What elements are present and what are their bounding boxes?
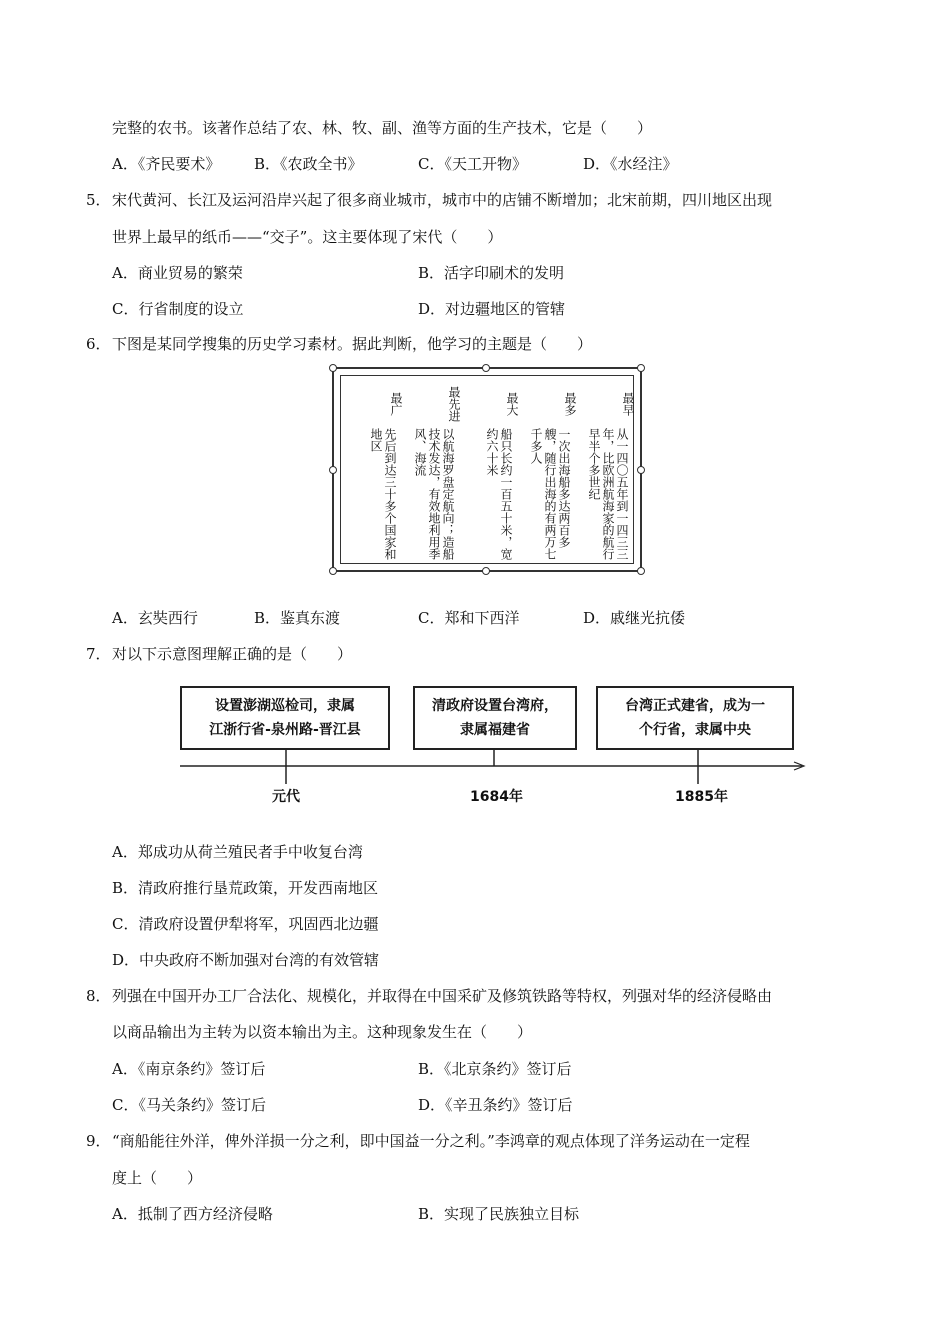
resize-handle	[637, 567, 645, 575]
q9-option-b: B．实现了民族独立目标	[418, 1205, 580, 1223]
q4-stem: 完整的农书。该著作总结了农、林、牧、副、渔等方面的生产技术，它是（ ）	[112, 119, 653, 137]
q8-option-b: B．《北京条约》签订后	[418, 1060, 572, 1078]
q5-option-d: D．对边疆地区的管辖	[418, 300, 566, 318]
table-column-most	[519, 376, 577, 563]
q8-stem-line1: 列强在中国开办工厂合法化、规模化，并取得在中国采矿及修筑铁路等特权，列强对华的经济侵略由	[112, 987, 773, 1005]
column-text: 从一四〇五年到一四三三年，比欧洲航海家的航行早半个多世纪	[587, 428, 629, 560]
column-heading: 最大	[505, 392, 519, 416]
timeline-box-1885: 台湾正式建省，成为一 个行省，隶属中央	[596, 686, 794, 750]
resize-handle	[329, 567, 337, 575]
resize-handle	[482, 364, 490, 372]
column-heading: 最多	[563, 392, 577, 416]
resize-handle	[329, 364, 337, 372]
q8-stem-line2: 以商品输出为主转为以资本输出为主。这种现象发生在（ ）	[112, 1023, 533, 1041]
timeline-axis	[176, 748, 810, 788]
q4-option-d: D．《水经注》	[583, 155, 678, 173]
q6-option-b: B．鉴真东渡	[254, 609, 341, 627]
q7-option-d: D．中央政府不断加强对台湾的有效管辖	[112, 951, 380, 969]
column-text: 一次出海船多达两百多艘，随行出海的有两万七千多人	[529, 428, 571, 560]
q9-stem-line1: “商船能往外洋，俾外洋损一分之利，即中国益一分之利。”李鸿章的观点体现了洋务运动在一定程	[112, 1132, 750, 1150]
q9-stem-line2: 度上（ ）	[112, 1169, 203, 1187]
q9-option-a: A．抵制了西方经济侵略	[112, 1205, 273, 1223]
timeline-label-1885: 1885年	[675, 789, 728, 805]
q8-number: 8．	[86, 987, 111, 1005]
q5-option-c: C．行省制度的设立	[112, 300, 244, 318]
q4-option-a: A．《齐民要术》	[112, 155, 221, 173]
q6-option-d: D．戚继光抗倭	[583, 609, 686, 627]
timeline-box-1684: 清政府设置台湾府， 隶属福建省	[413, 686, 577, 750]
q6-material-table	[332, 367, 642, 572]
table-column-widest	[345, 376, 403, 563]
column-text: 船只长约一百五十米，宽约六十米	[485, 428, 513, 560]
q4-option-b: B．《农政全书》	[254, 155, 363, 173]
q8-option-d: D．《辛丑条约》签订后	[418, 1096, 573, 1114]
column-text: 先后到达三十多个国家和地区	[369, 428, 397, 560]
q5-stem-line2: 世界上最早的纸币——“交子”。这主要体现了宋代（ ）	[112, 228, 503, 246]
resize-handle	[637, 466, 645, 474]
resize-handle	[637, 364, 645, 372]
q7-number: 7．	[86, 645, 111, 663]
q6-option-c: C．郑和下西洋	[418, 609, 520, 627]
q7-option-c: C．清政府设置伊犁将军，巩固西北边疆	[112, 915, 379, 933]
q6-stem: 下图是某同学搜集的历史学习素材。据此判断，他学习的主题是（ ）	[112, 335, 593, 353]
q8-option-c: C．《马关条约》签订后	[112, 1096, 266, 1114]
timeline-label-1684: 1684年	[470, 789, 523, 805]
q6-option-a: A．玄奘西行	[112, 609, 198, 627]
table-column-largest	[461, 376, 519, 563]
timeline-label-yuan: 元代	[272, 789, 300, 805]
q4-option-c: C．《天工开物》	[418, 155, 527, 173]
column-heading: 最早	[621, 392, 635, 416]
q7-stem: 对以下示意图理解正确的是（ ）	[112, 645, 353, 663]
column-heading: 最广	[389, 392, 403, 416]
column-heading: 最先进	[447, 386, 461, 422]
q5-option-a: A．商业贸易的繁荣	[112, 264, 243, 282]
timeline-box-yuan: 设置澎湖巡检司，隶属 江浙行省-泉州路-晋江县	[180, 686, 390, 750]
table-column-advanced	[403, 376, 461, 563]
q5-number: 5．	[86, 191, 111, 209]
column-text: 以航海罗盘定航向；造船技术发达，有效地利用季风、海流	[413, 428, 455, 560]
q9-number: 9．	[86, 1132, 111, 1150]
resize-handle	[329, 466, 337, 474]
q7-option-b: B．清政府推行垦荒政策，开发西南地区	[112, 879, 379, 897]
q7-option-a: A．郑成功从荷兰殖民者手中收复台湾	[112, 843, 363, 861]
q5-stem-line1: 宋代黄河、长江及运河沿岸兴起了很多商业城市，城市中的店铺不断增加；北宋前期，四川地区出现	[112, 191, 773, 209]
q5-option-b: B．活字印刷术的发明	[418, 264, 565, 282]
resize-handle	[482, 567, 490, 575]
q6-number: 6．	[86, 335, 111, 353]
table-column-earliest	[577, 376, 635, 563]
q8-option-a: A．《南京条约》签订后	[112, 1060, 266, 1078]
